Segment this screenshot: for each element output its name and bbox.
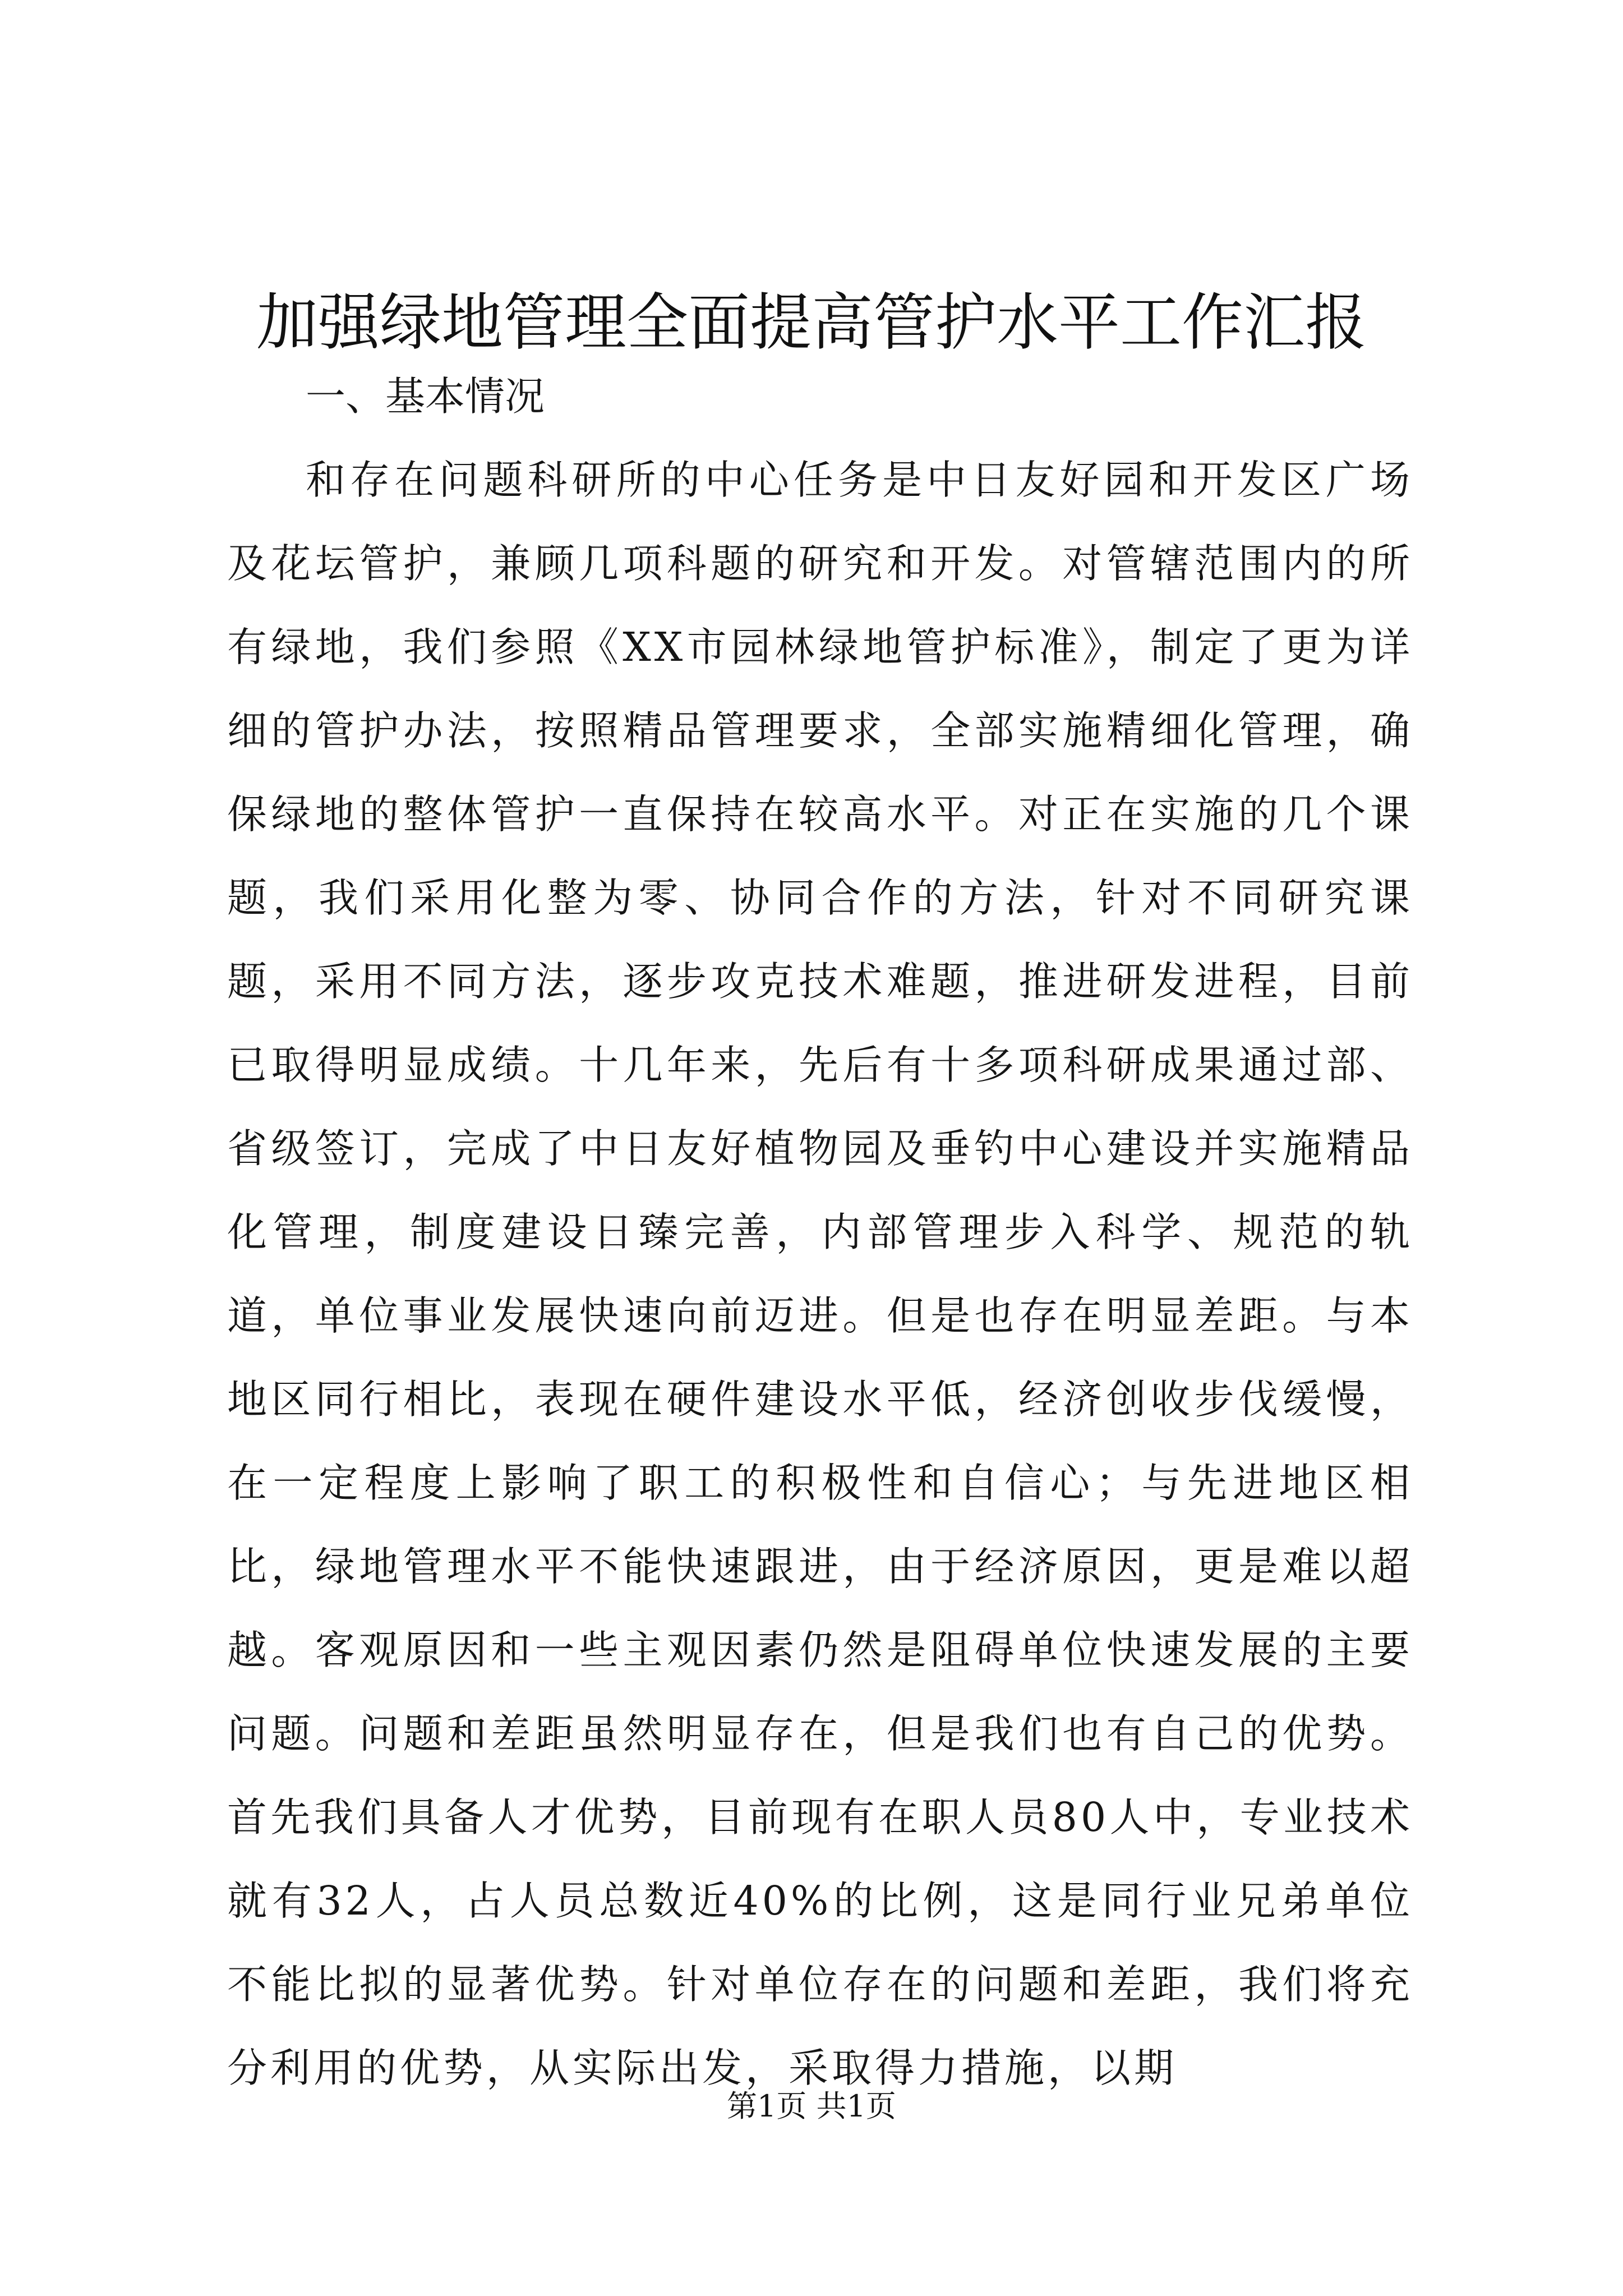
document-body — [227, 355, 1413, 2110]
body-paragraph: 和存在问题科研所的中心任务是中日友好园和开发区广场及花坛管护，兼顾几项科题的研究和开发。对管辖范围内的所有绿地，我们参照《XX市园林绿地管护标准》，制定了更为详细的管护办法，按照精品管理要求，全部实施精细化管理，确保绿地的整体管护一直保持在较高水平。对正在实施的几个课题，我们采用化整为零、协同合作的方法，针对不同研究课题，采用不同方法，逐步攻克技术难题，推进研发进程，目前已取得明显成绩。十几年来，先后有十多项科研成果通过部、省级签订，完成了中日友好植物园及垂钓中心建设并实施精品化管理，制度建设日臻完善，内部管理步入科学、规范的轨道，单位事业发展快速向前迈进。但是也存在明显差距。与本地区同行相比，表现在硬件建设水平低，经济创收步伐缓慢，在一定程度上影响了职工的积极性和自信心；与先进地区相比，绿地管理水平不能快速跟进，由于经济原因，更是难以超越。客观原因和一些主观因素仍然是阻碍单位快速发展的主要问题。问题和差距虽然明显存在，但是我们也有自己的优势。首先我们具备人才优势，目前现有在职人员80人中，专业技术就有32人，占人员总数近40%的比例，这是同行业兄弟单位不能比拟的显著优势。针对单位存在的问题和差距，我们将充分利用的优势，从实际出发，采取得力措施，以期 — [227, 457, 1413, 2091]
document-title: 加强绿地管理全面提高管护水平工作汇报 — [256, 287, 1367, 358]
page-footer: 第1页 共1页 — [727, 2088, 896, 2124]
section-heading: 一、基本情况 — [306, 373, 545, 420]
